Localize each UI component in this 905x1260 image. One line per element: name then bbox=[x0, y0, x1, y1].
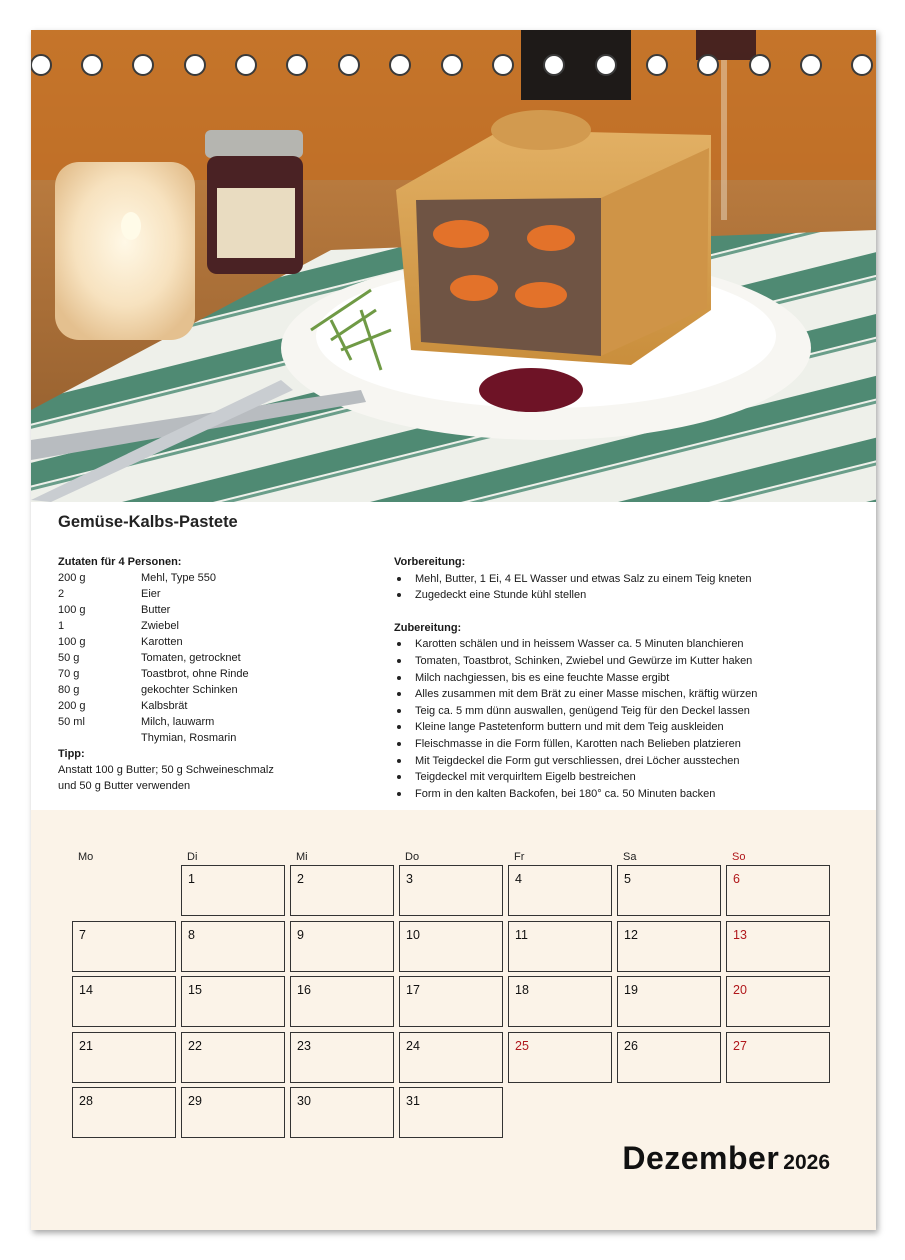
ingredient-amount: 80 g bbox=[58, 684, 80, 696]
ingredient-row bbox=[58, 666, 358, 682]
day-number: 11 bbox=[515, 928, 528, 942]
binding-hole bbox=[31, 54, 52, 76]
recipe-section bbox=[31, 502, 876, 810]
day-cell bbox=[72, 1087, 176, 1138]
ingredient-row bbox=[58, 682, 358, 698]
binding-hole bbox=[697, 54, 719, 76]
day-number: 17 bbox=[406, 983, 420, 997]
day-cell bbox=[726, 1032, 830, 1083]
ingredient-item: Zwiebel bbox=[141, 620, 179, 632]
day-number: 24 bbox=[406, 1039, 420, 1053]
weekday-label: Di bbox=[187, 851, 198, 863]
day-number: 2 bbox=[297, 872, 304, 886]
ingredient-row bbox=[58, 634, 358, 650]
ingredient-list bbox=[58, 570, 358, 746]
tip-line: Anstatt 100 g Butter; 50 g Schweineschmalz bbox=[58, 764, 274, 776]
day-number: 8 bbox=[188, 928, 195, 942]
day-cell bbox=[726, 921, 830, 972]
day-cell bbox=[399, 921, 503, 972]
tip-heading: Tipp: bbox=[58, 748, 85, 760]
day-cell bbox=[181, 1032, 285, 1083]
day-number: 31 bbox=[406, 1094, 420, 1108]
day-number: 21 bbox=[79, 1039, 93, 1053]
day-cell bbox=[508, 976, 612, 1027]
day-number: 14 bbox=[79, 983, 93, 997]
step-item: Form in den kalten Backofen, bei 180° ca. 50 Minuten backen bbox=[394, 786, 864, 803]
day-cell bbox=[290, 1087, 394, 1138]
weekday-label: Do bbox=[405, 851, 420, 863]
prep-list bbox=[394, 571, 864, 604]
day-number: 13 bbox=[733, 928, 747, 942]
day-cell bbox=[290, 865, 394, 916]
day-cell bbox=[617, 921, 721, 972]
calendar-grid bbox=[31, 810, 876, 1230]
ingredients-heading: Zutaten für 4 Personen: bbox=[58, 556, 182, 568]
day-cell bbox=[617, 865, 721, 916]
spiral-binding bbox=[31, 54, 876, 80]
calendar-page bbox=[31, 30, 876, 1230]
ingredient-amount: 200 g bbox=[58, 700, 86, 712]
step-item: Mit Teigdeckel die Form gut verschliessen, drei Löcher ausstechen bbox=[394, 753, 864, 770]
day-number: 29 bbox=[188, 1094, 202, 1108]
year: 2026 bbox=[783, 1151, 830, 1174]
day-number: 6 bbox=[733, 872, 740, 886]
day-cell bbox=[181, 865, 285, 916]
ingredient-amount: 1 bbox=[58, 620, 65, 632]
day-number: 10 bbox=[406, 928, 420, 942]
day-cell bbox=[508, 921, 612, 972]
ingredient-item: Thymian, Rosmarin bbox=[141, 732, 237, 744]
step-item: Teigdeckel mit verquirltem Eigelb bestreichen bbox=[394, 769, 864, 786]
day-number: 1 bbox=[188, 872, 195, 886]
step-item: Karotten schälen und in heissem Wasser ca. 5 Minuten blanchieren bbox=[394, 636, 864, 653]
day-cell bbox=[72, 976, 176, 1027]
binding-hole bbox=[646, 54, 668, 76]
step-item: Zugedeckt eine Stunde kühl stellen bbox=[394, 587, 864, 604]
method-list bbox=[394, 636, 864, 802]
day-number: 27 bbox=[733, 1039, 747, 1053]
ingredient-amount: 50 g bbox=[58, 652, 80, 664]
day-cell bbox=[290, 1032, 394, 1083]
ingredient-row bbox=[58, 602, 358, 618]
prep-heading: Vorbereitung: bbox=[394, 556, 466, 568]
ingredient-row bbox=[58, 698, 358, 714]
binding-hole bbox=[595, 54, 617, 76]
binding-hole bbox=[235, 54, 257, 76]
day-number: 20 bbox=[733, 983, 747, 997]
weekday-label: Mo bbox=[78, 851, 94, 863]
day-cell bbox=[508, 865, 612, 916]
binding-hole bbox=[81, 54, 103, 76]
day-number: 4 bbox=[515, 872, 522, 886]
binding-hole bbox=[851, 54, 873, 76]
binding-hole bbox=[389, 54, 411, 76]
day-cell bbox=[181, 921, 285, 972]
ingredient-item: Milch, lauwarm bbox=[141, 716, 215, 728]
day-number: 9 bbox=[297, 928, 304, 942]
ingredient-item: Butter bbox=[141, 604, 171, 616]
binding-hole bbox=[749, 54, 771, 76]
binding-hole bbox=[543, 54, 565, 76]
ingredient-amount bbox=[58, 730, 141, 746]
step-item: Kleine lange Pastetenform buttern und mit dem Teig auskleiden bbox=[394, 719, 864, 736]
day-cell bbox=[508, 1032, 612, 1083]
binding-hole bbox=[338, 54, 360, 76]
step-item: Milch nachgiessen, bis es eine feuchte Masse ergibt bbox=[394, 670, 864, 687]
step-item: Alles zusammen mit dem Brät zu einer Masse mischen, kräftig würzen bbox=[394, 686, 864, 703]
day-cell bbox=[399, 1032, 503, 1083]
day-number: 23 bbox=[297, 1039, 311, 1053]
ingredient-row bbox=[58, 586, 358, 602]
day-number: 28 bbox=[79, 1094, 93, 1108]
day-number: 18 bbox=[515, 983, 529, 997]
ingredient-item: Toastbrot, ohne Rinde bbox=[141, 668, 249, 680]
day-number: 22 bbox=[188, 1039, 202, 1053]
ingredient-row bbox=[58, 730, 358, 746]
month-name: Dezember bbox=[622, 1140, 780, 1176]
day-number: 26 bbox=[624, 1039, 638, 1053]
day-cell bbox=[181, 976, 285, 1027]
day-cell bbox=[726, 865, 830, 916]
binding-hole bbox=[184, 54, 206, 76]
day-number: 19 bbox=[624, 983, 638, 997]
day-cell bbox=[617, 1032, 721, 1083]
instructions-column bbox=[394, 554, 864, 802]
recipe-title: Gemüse-Kalbs-Pastete bbox=[58, 513, 238, 531]
ingredient-row bbox=[58, 618, 358, 634]
ingredient-row bbox=[58, 570, 358, 586]
ingredient-amount: 200 g bbox=[58, 572, 86, 584]
binding-hole bbox=[441, 54, 463, 76]
day-cell bbox=[72, 1032, 176, 1083]
day-number: 15 bbox=[188, 983, 202, 997]
day-number: 30 bbox=[297, 1094, 311, 1108]
day-cell bbox=[290, 976, 394, 1027]
step-item: Mehl, Butter, 1 Ei, 4 EL Wasser und etwas Salz zu einem Teig kneten bbox=[394, 571, 864, 588]
ingredient-row bbox=[58, 650, 358, 666]
weekday-label: So bbox=[732, 851, 746, 863]
day-number: 3 bbox=[406, 872, 413, 886]
step-item: Teig ca. 5 mm dünn auswallen, genügend Teig für den Deckel lassen bbox=[394, 703, 864, 720]
ingredient-row bbox=[58, 714, 358, 730]
ingredient-amount: 100 g bbox=[58, 636, 86, 648]
binding-hole bbox=[132, 54, 154, 76]
weekday-label: Mi bbox=[296, 851, 308, 863]
ingredient-item: Mehl, Type 550 bbox=[141, 572, 217, 584]
ingredients-column bbox=[58, 554, 358, 794]
ingredient-item: Eier bbox=[141, 588, 161, 600]
day-number: 7 bbox=[79, 928, 86, 942]
ingredient-item: gekochter Schinken bbox=[141, 684, 238, 696]
day-cell bbox=[726, 976, 830, 1027]
step-item: Fleischmasse in die Form füllen, Karotten nach Belieben platzieren bbox=[394, 736, 864, 753]
tip-line: und 50 g Butter verwenden bbox=[58, 780, 191, 792]
day-cell bbox=[399, 1087, 503, 1138]
day-number: 5 bbox=[624, 872, 631, 886]
day-cell bbox=[399, 865, 503, 916]
binding-hole bbox=[286, 54, 308, 76]
day-number: 25 bbox=[515, 1039, 529, 1053]
ingredient-amount: 70 g bbox=[58, 668, 80, 680]
binding-hole bbox=[492, 54, 514, 76]
month-title bbox=[622, 1140, 830, 1177]
day-number: 12 bbox=[624, 928, 638, 942]
weekday-label: Fr bbox=[514, 851, 525, 863]
method-heading: Zubereitung: bbox=[394, 621, 462, 634]
binding-hole bbox=[800, 54, 822, 76]
ingredient-item: Karotten bbox=[141, 636, 183, 648]
ingredient-item: Kalbsbrät bbox=[141, 700, 188, 712]
weekday-label: Sa bbox=[623, 851, 637, 863]
day-cell bbox=[399, 976, 503, 1027]
day-cell bbox=[290, 921, 394, 972]
day-cell bbox=[72, 921, 176, 972]
ingredient-amount: 100 g bbox=[58, 604, 86, 616]
day-cell bbox=[181, 1087, 285, 1138]
ingredient-item: Tomaten, getrocknet bbox=[141, 652, 241, 664]
step-item: Tomaten, Toastbrot, Schinken, Zwiebel und Gewürze im Kutter haken bbox=[394, 653, 864, 670]
day-number: 16 bbox=[297, 983, 311, 997]
ingredient-amount: 50 ml bbox=[58, 716, 85, 728]
day-cell bbox=[617, 976, 721, 1027]
ingredient-amount: 2 bbox=[58, 588, 65, 600]
recipe-photo bbox=[31, 30, 876, 502]
